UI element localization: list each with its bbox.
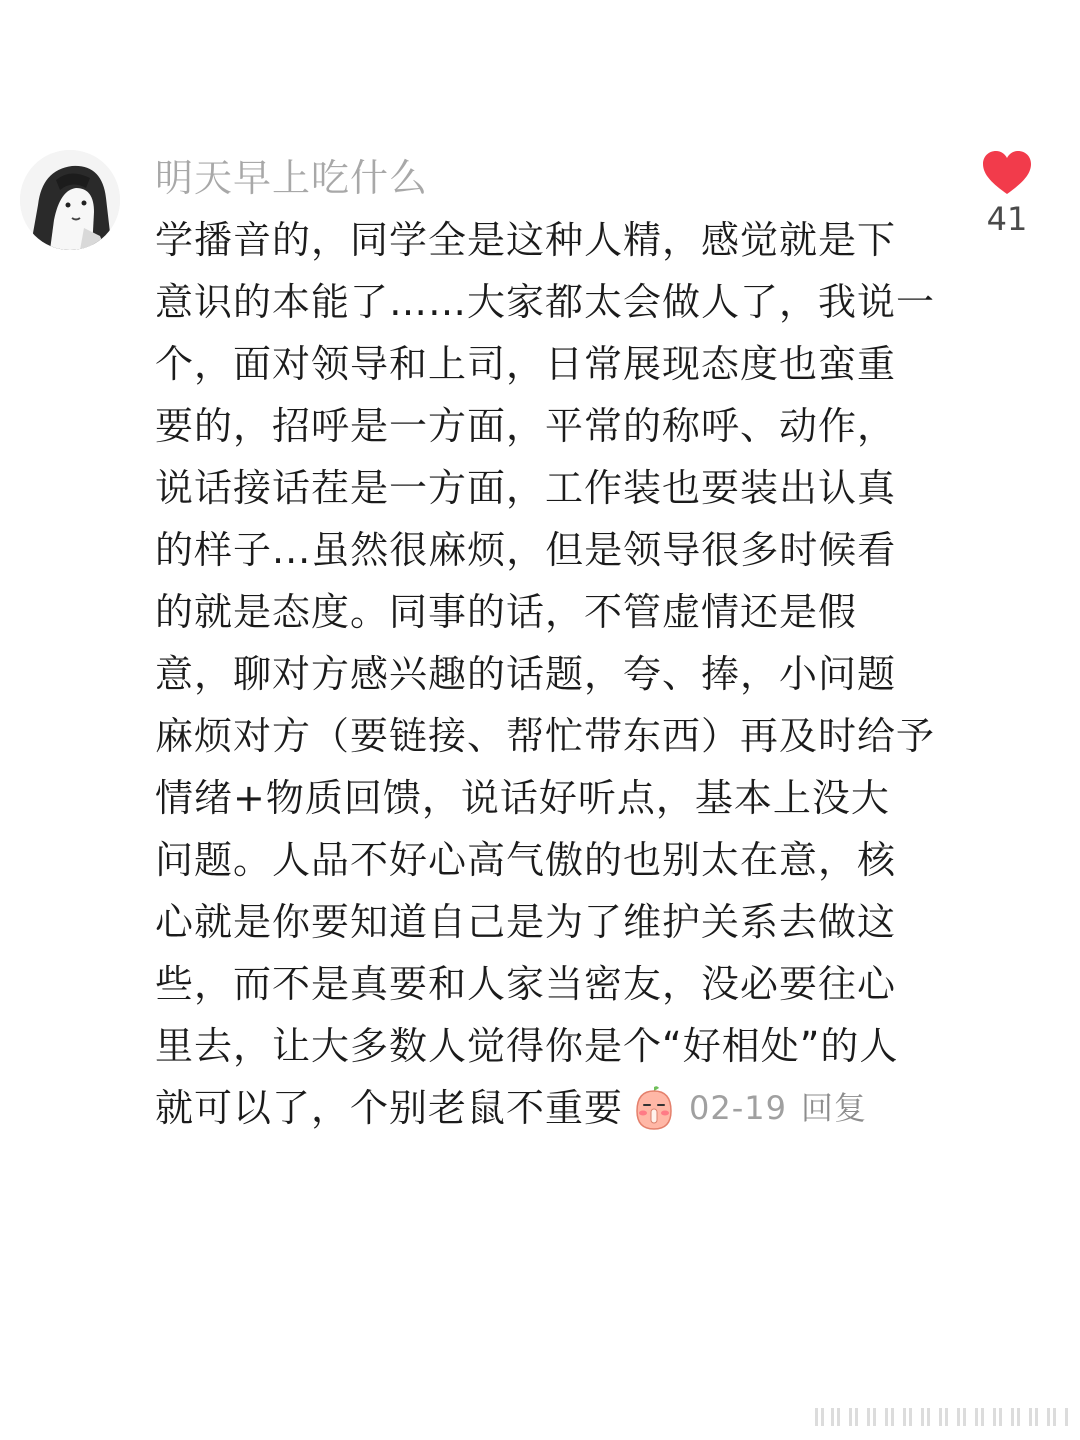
comment-line: 个，面对领导和上司，日常展现态度也蛮重 xyxy=(155,342,897,386)
heart-icon xyxy=(981,150,1033,196)
comment-line: 心就是你要知道自己是为了维护关系去做这 xyxy=(155,900,897,944)
comment-line: 情绪+物质回馈，说话好听点，基本上没大 xyxy=(155,776,890,820)
comment-text xyxy=(155,209,936,1139)
comment-line: 意，聊对方感兴趣的话题，夸、捧，小问题 xyxy=(155,652,897,696)
comment-line: 就可以了，个别老鼠不重要 xyxy=(155,1086,624,1130)
comment-meta xyxy=(689,1077,867,1139)
comment-line: 意识的本能了……大家都太会做人了，我说一 xyxy=(155,280,936,324)
reply-button[interactable]: 回复 xyxy=(801,1089,868,1127)
comment-line: 里去，让大多数人觉得你是个“好相处”的人 xyxy=(155,1024,899,1068)
comment-line: 的就是态度。同事的话，不管虚情还是假 xyxy=(155,590,858,634)
comment-line: 要的，招呼是一方面，平常的称呼、动作， xyxy=(155,404,897,448)
like-count: 41 xyxy=(986,200,1028,238)
comment-line: 的样子...虽然很麻烦，但是领导很多时候看 xyxy=(155,528,897,572)
shush-peach-emoji-icon xyxy=(629,1083,679,1133)
watermark-bars xyxy=(815,1402,1075,1432)
comment-line: 说话接话茬是一方面，工作装也要装出认真 xyxy=(155,466,897,510)
username[interactable]: 明天早上吃什么 xyxy=(155,156,429,200)
comment-date: 02-19 xyxy=(689,1089,787,1127)
comment-last-line xyxy=(155,1077,925,1139)
user-avatar[interactable] xyxy=(20,150,120,250)
comment-line: 学播音的，同学全是这种人精，感觉就是下 xyxy=(155,218,897,262)
avatar-illustration xyxy=(20,150,120,250)
comment-line: 问题。人品不好心高气傲的也别太在意，核 xyxy=(155,838,897,882)
comment-line: 麻烦对方（要链接、帮忙带东西）再及时给予 xyxy=(155,714,936,758)
comment-line: 些，而不是真要和人家当密友，没必要往心 xyxy=(155,962,897,1006)
like-button[interactable] xyxy=(970,150,1044,260)
